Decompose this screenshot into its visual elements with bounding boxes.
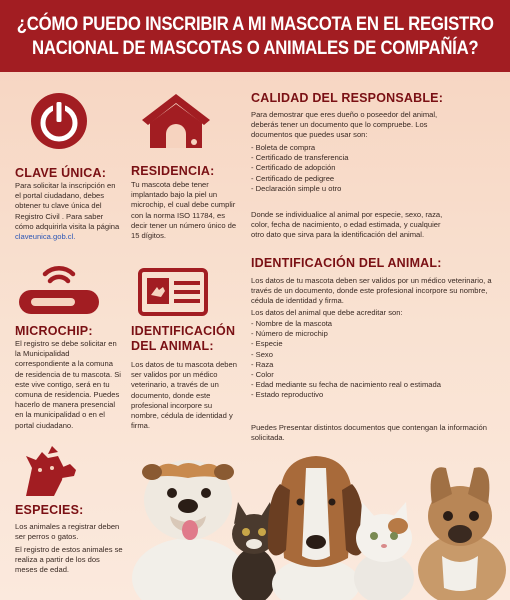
french-bulldog-image bbox=[418, 467, 506, 600]
clave-text: Para solicitar la inscripción en el portal ciudadano, debes obtener tu clave única del Registro Civil . Para saber cómo adquirirla visita la página claveunica.gob.cl. bbox=[15, 181, 120, 242]
calidad-title: CALIDAD DEL RESPONSABLE: bbox=[251, 91, 444, 105]
identificacion-right-list-title: Los datos del animal que debe acreditar son: bbox=[251, 308, 403, 317]
dog-cat-icon bbox=[18, 446, 78, 498]
clave-title: CLAVE ÚNICA: bbox=[15, 166, 107, 180]
microchip-text: El registro se debe solicitar en la Municipalidad correspondiente a la comuna de residencia de tu mascota. Si este vive contigo, será en tu comuna de residencia. Puedes hacerlo de manera presencial en la municipalidad o en el portal ciudadano. bbox=[15, 339, 121, 430]
list-item: - Certificado de transferencia bbox=[251, 153, 349, 163]
calidad-intro: Para demostrar que eres dueño o poseedor del animal, deberás tener un documento que lo compruebe. Los documentos que puedes usar son: bbox=[251, 110, 438, 140]
pets-photo bbox=[130, 438, 510, 600]
especies-text-2: El registro de estos animales se realiza a partir de los dos meses de edad. bbox=[15, 545, 123, 575]
residencia-text: Tu mascota debe tener implantado bajo la piel un microchip, el cual debe cumplir con la norma ISO 11784, es decir tener un número único de 15 dígitos. bbox=[131, 180, 237, 241]
list-item: - Certificado de adopción bbox=[251, 163, 336, 173]
especies-text-1: Los animales a registrar deben ser perros o gatos. bbox=[15, 522, 120, 542]
doghouse-icon bbox=[136, 90, 216, 152]
id-card-icon bbox=[138, 268, 208, 316]
list-item: - Boleta de compra bbox=[251, 143, 316, 152]
basset-hound-image bbox=[268, 456, 365, 600]
identificacion-right-list bbox=[251, 319, 496, 401]
identificacion-text: Los datos de tu mascota deben ser validos por un médico veterinario, a través de un documento, donde este profesional incorpore su nombre, cédula de identidad y firma. bbox=[131, 360, 237, 431]
list-item: - Número de microchip bbox=[251, 329, 328, 339]
list-item: - Edad mediante su fecha de nacimiento real o estimada bbox=[251, 380, 441, 390]
residencia-title: RESIDENCIA: bbox=[131, 164, 215, 178]
list-item: - Raza bbox=[251, 359, 274, 369]
identificacion-right-outro: Puedes Presentar distintos documentos que contengan la información solicitada. bbox=[251, 423, 487, 443]
white-cat-image bbox=[354, 502, 414, 600]
page-title: ¿CÓMO PUEDO INSCRIBIR A MI MASCOTA EN EL REGISTRO NACIONAL DE MASCOTAS O ANIMALES DE COMPAÑÍA? bbox=[16, 13, 494, 59]
calidad-list bbox=[251, 143, 451, 194]
list-item: - Color bbox=[251, 370, 274, 380]
especies-title: ESPECIES: bbox=[15, 503, 84, 517]
list-item: - Especie bbox=[251, 339, 283, 349]
microchip-title: MICROCHIP: bbox=[15, 324, 93, 338]
identificacion-right-title: IDENTIFICACIÓN DEL ANIMAL: bbox=[251, 256, 442, 270]
list-item: - Sexo bbox=[251, 349, 273, 359]
list-item: - Nombre de la mascota bbox=[251, 319, 333, 328]
list-item: - Estado reproductivo bbox=[251, 390, 324, 400]
microchip-reader-icon bbox=[17, 260, 101, 318]
bulldog-image bbox=[132, 460, 248, 600]
list-item: - Declaración simple u otro bbox=[251, 183, 342, 193]
calidad-outro: Donde se individualice al animal por especie, sexo, raza, color, fecha de nacimiento, o edad estimada, y cualquier otro dato que sirva para la identificación del animal. bbox=[251, 210, 443, 240]
list-item: - Certificado de pedigree bbox=[251, 173, 335, 183]
identificacion-right-intro: Los datos de tu mascota deben ser validos por un médico veterinario, a través de un documento, donde este profesional incorpore su nombre, cédula de identidad y firma. bbox=[251, 276, 492, 306]
power-icon bbox=[27, 92, 91, 150]
clave-link[interactable]: claveunica.gob.cl. bbox=[15, 232, 76, 242]
identificacion-title: IDENTIFICACIÓN DEL ANIMAL: bbox=[131, 324, 236, 353]
header-banner bbox=[0, 0, 510, 72]
